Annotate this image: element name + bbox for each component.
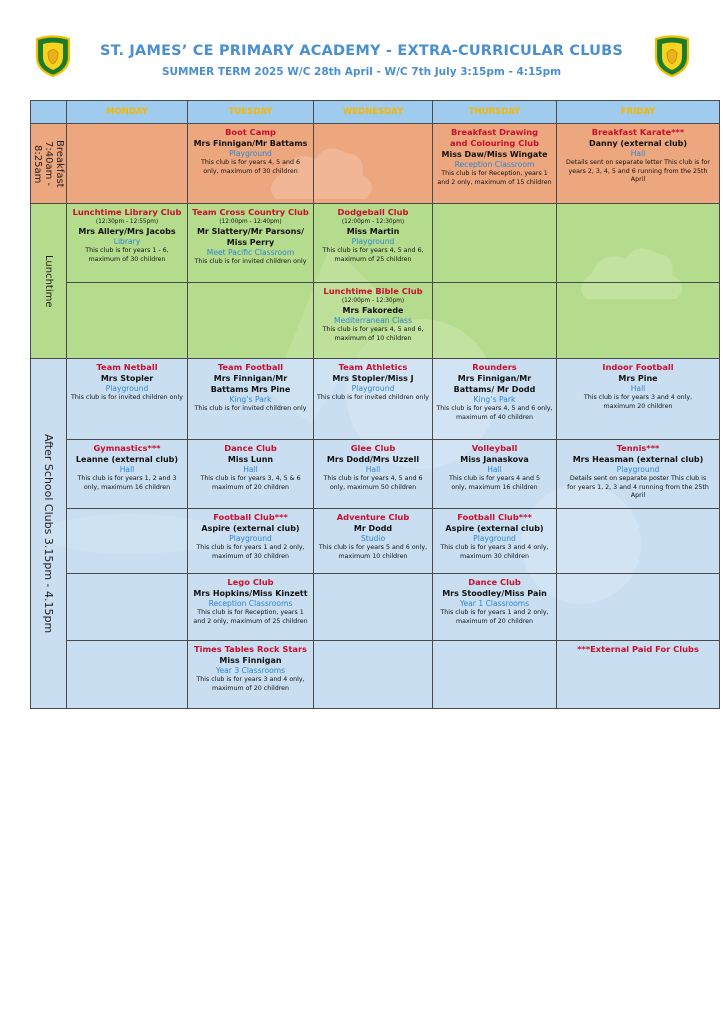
club-dance-thursday: Dance Club Mrs Stoodley/Miss Pain Year 1 Classrooms This club is for years 1 and 2 only, maximum of 20 children [440, 577, 549, 625]
page-subtitle: SUMMER TERM 2025 W/C 28th April - W/C 7th July 3:15pm - 4:15pm [161, 66, 562, 78]
club-football-thursday: Football Club*** Aspire (external club) Playground This club is for years 3 and 4 only, maximum 30 children [440, 512, 549, 560]
club-lunchtime-library: Lunchtime Library Club (12:30pm - 12:55pm) Mrs Allery/Mrs Jacobs Library This club is for years 1 - 6, maximum of 30 children [72, 207, 182, 263]
club-glee: Glee Club Mrs Dodd/Mrs Uzzell Hall This club is for years 4, 5 and 6 only, maximum 50 children [323, 443, 423, 491]
club-breakfast-drawing: Breakfast Drawing and Colouring Club Miss Daw/Miss Wingate Reception Classroom This club is for Reception, years 1 and 2 only, maximum of 15 children [437, 127, 552, 186]
grid-line-after-2 [66, 508, 720, 509]
club-tennis: Tennis*** Mrs Heasman (external club) Playground Details sent on separate poster This club is for years 1, 2, 3 and 4 running from the 25th April [567, 443, 709, 500]
club-rounders: Rounders Mrs Finnigan/Mr Battams/ Mr Dodd King’s Park This club is for years 4, 5 and 6 only, maximum of 40 children [436, 362, 553, 421]
grid-col-2 [187, 100, 188, 709]
day-header-thursday: THURSDAY [433, 101, 556, 123]
club-lego: Lego Club Mrs Hopkins/Miss Kinzett Reception Classrooms This club is for Reception, years 1 and 2 only, maximum of 25 children [193, 577, 308, 625]
page-title: ST. JAMES’ CE PRIMARY ACADEMY - EXTRA-CURRICULAR CLUBS [99, 43, 624, 59]
club-volleyball: Volleyball Miss Janaskova Hall This club is for years 4 and 5 only, maximum 16 children [449, 443, 540, 491]
grid-border-top [30, 100, 720, 101]
day-header-wednesday: WEDNESDAY [314, 101, 432, 123]
club-breakfast-karate: Breakfast Karate*** Danny (external club) Hall Details sent on separate letter This club is for years 2, 3, 4, 5 and 6 running from the 25th April [566, 127, 710, 184]
grid-border-left [30, 100, 31, 709]
grid-col-4 [432, 100, 433, 709]
day-header-friday: FRIDAY [557, 101, 719, 123]
grid-line-header [30, 123, 720, 124]
header-corner [31, 101, 66, 123]
club-dodgeball: Dodgeball Club (12:00pm - 12:30pm) Miss Martin Playground This club is for years 4, 5 and 6, maximum of 25 children [322, 207, 424, 263]
club-team-cross-country: Team Cross Country Club (12:00pm - 12:40pm) Mr Slattery/Mr Parsons/ Miss Perry Meet Pacific Classroom This club is for invited children only [192, 207, 309, 265]
grid-border-bottom [30, 708, 720, 709]
club-lunchtime-bible: Lunchtime Bible Club (12:00pm - 12:30pm) Mrs Fakorede Mediterranean Class This club is for years 4, 5 and 6, maximum of 10 children [322, 286, 424, 342]
club-boot-camp: Boot Camp Mrs Finnigan/Mr Battams Playground This club is for years 4, 5 and 6 only, maximum of 30 children [193, 127, 308, 175]
club-football-tuesday: Football Club*** Aspire (external club) Playground This club is for years 1 and 2 only, maximum of 30 children [196, 512, 305, 560]
external-paid-clubs-note: ***External Paid For Clubs [577, 644, 699, 654]
club-team-netball: Team Netball Mrs Stopler Playground This club is for invited children only [71, 362, 183, 401]
grid-line-breakfast [30, 203, 720, 204]
grid-line-after-3 [66, 573, 720, 574]
grid-line-lunch-mid [66, 282, 720, 283]
grid-col-1 [66, 100, 67, 709]
row-label-after-school: After School Clubs 3.15pm - 4.15pm [42, 433, 55, 634]
day-header-tuesday: TUESDAY [188, 101, 313, 123]
grid-line-lunch [30, 358, 720, 359]
grid-border-right [719, 100, 720, 709]
club-gymnastics: Gymnastics*** Leanne (external club) Hall This club is for years 1, 2 and 3 only, maximum 16 children [75, 443, 179, 491]
grid-col-3 [313, 100, 314, 709]
club-indoor-football: Indoor Football Mrs Pine Hall This club is for years 3 and 4 only, maximum 20 children [583, 362, 693, 410]
club-team-athletics: Team Athletics Mrs Stopler/Miss J Playground This club is for invited children only [317, 362, 429, 401]
club-adventure: Adventure Club Mr Dodd Studio This club is for years 5 and 6 only, maximum 10 children [318, 512, 428, 560]
grid-col-5 [556, 100, 557, 709]
club-dance-tuesday: Dance Club Miss Lunn Hall This club is for years 3, 4, 5 & 6 maximum of 20 children [200, 443, 301, 491]
row-label-breakfast: Breakfast 7:40am - 8:25am [32, 140, 65, 188]
club-times-tables-rock-stars: Times Tables Rock Stars Miss Finnigan Year 3 Classrooms This club is for years 3 and 4 only, maximum of 20 children [193, 644, 307, 692]
row-label-lunchtime: Lunchtime [43, 255, 54, 308]
grid-line-after-4 [66, 640, 720, 641]
day-header-monday: MONDAY [67, 101, 187, 123]
club-team-football: Team Football Mrs Finnigan/Mr Battams Mrs Pine King’s Park This club is for invited children only [194, 362, 307, 412]
grid-line-after-1 [66, 439, 720, 440]
